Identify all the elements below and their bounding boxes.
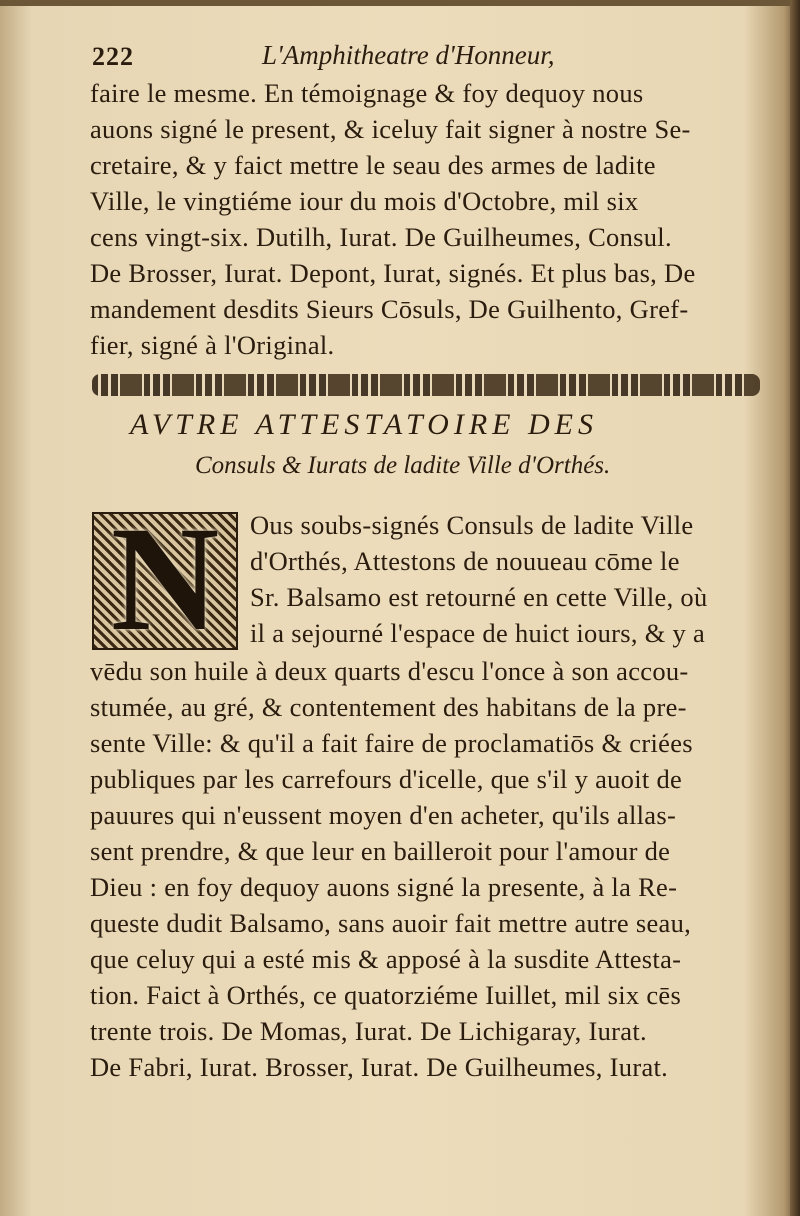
page-header — [92, 40, 732, 80]
initial-letter: N — [110, 496, 220, 662]
text-line: mandement desdits Sieurs Cōsuls, De Guilhento, Gref- — [90, 294, 689, 324]
text-line: faire le mesme. En témoignage & foy dequoy nous — [90, 78, 644, 108]
text-line: trente trois. De Momas, Iurat. De Lichigaray, Iurat. — [90, 1016, 647, 1046]
ornamental-divider — [92, 374, 760, 396]
section-title: AVTRE ATTESTATOIRE DES — [130, 408, 598, 441]
decorated-initial — [92, 496, 238, 662]
page-top-edge — [0, 0, 800, 6]
text-line: pauures qui n'eussent moyen d'en acheter, qu'ils allas- — [90, 800, 677, 830]
section-subtitle: Consuls & Iurats de ladite Ville d'Orthés. — [195, 452, 611, 479]
running-title: L'Amphitheatre d'Honneur, — [262, 40, 555, 70]
text-line: sent prendre, & que leur en bailleroit pour l'amour de — [90, 836, 671, 866]
text-line: Ville, le vingtiéme iour du mois d'Octobre, mil six — [90, 186, 639, 216]
text-line: queste dudit Balsamo, sans auoir fait mettre autre seau, — [90, 908, 692, 938]
text-line: De Brosser, Iurat. Depont, Iurat, signés. Et plus bas, De — [90, 258, 696, 288]
text-line: d'Orthés, Attestons de nouueau cōme le — [250, 546, 680, 576]
text-line: De Fabri, Iurat. Brosser, Iurat. De Guilheumes, Iurat. — [90, 1052, 669, 1082]
text-line: publiques par les carrefours d'icelle, que s'il y auoit de — [90, 764, 683, 794]
text-line: cretaire, & y faict mettre le seau des armes de ladite — [90, 150, 656, 180]
text-line: sente Ville: & qu'il a fait faire de proclamatiōs & criées — [90, 728, 693, 758]
text-line: vēdu son huile à deux quarts d'escu l'once à son accou- — [90, 656, 689, 686]
text-line: il a sejourné l'espace de huict iours, & y a — [250, 618, 706, 648]
text-line: tion. Faict à Orthés, ce quatorziéme Iuillet, mil six cēs — [90, 980, 682, 1010]
page-number: 222 — [92, 42, 134, 71]
page-binding-edge — [790, 0, 800, 1216]
text-line: Ous soubs-signés Consuls de ladite Ville — [250, 510, 694, 540]
text-line: que celuy qui a esté mis & apposé à la susdite Attesta- — [90, 944, 682, 974]
text-line: stumée, au gré, & contentement des habitans de la pre- — [90, 692, 687, 722]
text-line: fier, signé à l'Original. — [90, 330, 335, 360]
text-line: auons signé le present, & iceluy fait signer à nostre Se- — [90, 114, 691, 144]
text-line: Dieu : en foy dequoy auons signé la presente, à la Re- — [90, 872, 678, 902]
text-line: Sr. Balsamo est retourné en cette Ville, où — [250, 582, 708, 612]
text-line: cens vingt-six. Dutilh, Iurat. De Guilheumes, Consul. — [90, 222, 672, 252]
